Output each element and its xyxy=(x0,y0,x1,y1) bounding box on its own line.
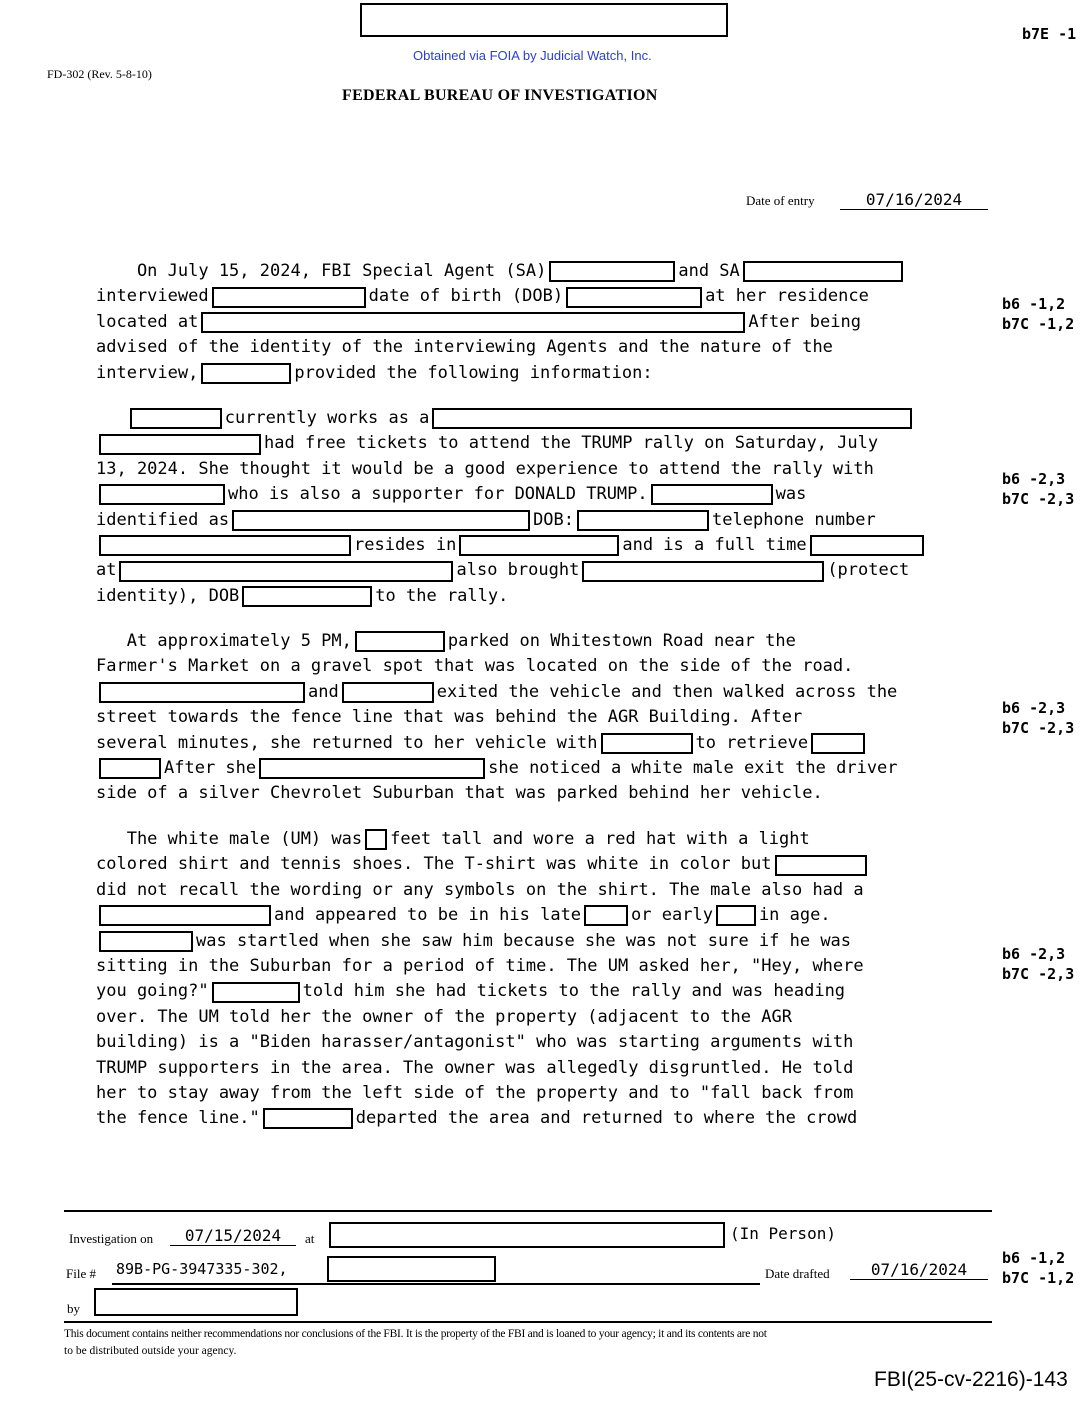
line-text: her to stay away from the left side of the property and to "fall back from xyxy=(96,1082,854,1103)
line-text: street towards the fence line that was behind the AGR Building. After xyxy=(96,707,803,728)
redaction-box xyxy=(566,287,702,308)
line-text: resides in xyxy=(354,534,457,555)
investigation-on-date: 07/15/2024 xyxy=(170,1226,296,1246)
redaction-box xyxy=(743,261,903,282)
line-text: and is a full time xyxy=(622,534,807,555)
redaction-box xyxy=(212,982,300,1003)
paragraph-line xyxy=(96,954,996,979)
paragraph-line xyxy=(96,827,996,852)
redaction-box xyxy=(119,561,453,582)
line-text: or early xyxy=(631,905,713,926)
redaction-header-box xyxy=(360,3,728,37)
paragraph-line xyxy=(96,284,996,309)
redaction-box xyxy=(549,261,675,282)
paragraph xyxy=(96,406,996,609)
line-text: identity), DOB xyxy=(96,585,240,606)
date-drafted-label: Date drafted xyxy=(765,1266,830,1281)
line-text: at her residence xyxy=(705,286,869,307)
exemption-code: b6 -2,3 xyxy=(1002,945,1066,963)
redaction-box xyxy=(242,586,372,607)
redaction-box xyxy=(775,855,867,876)
line-text: 13, 2024. She thought it would be a good experience to attend the rally with xyxy=(96,458,874,479)
line-text: departed the area and returned to where the crowd xyxy=(355,1108,858,1129)
exemption-b6: b6 -1,2 xyxy=(1002,1249,1066,1267)
agency-title: FEDERAL BUREAU OF INVESTIGATION xyxy=(342,87,658,104)
paragraph-line xyxy=(96,508,996,533)
paragraph-line xyxy=(96,929,996,954)
paragraph-line xyxy=(96,979,996,1004)
paragraph-line xyxy=(96,259,996,284)
exemption-b7e: b7E -1 xyxy=(1022,25,1077,43)
paragraph-line xyxy=(96,533,996,558)
redaction-box xyxy=(99,434,261,455)
footer-top-rule xyxy=(64,1210,992,1212)
paragraph-line xyxy=(96,310,996,335)
line-text: at xyxy=(96,560,117,581)
exemption-code: b7C -2,3 xyxy=(1002,965,1075,983)
paragraph xyxy=(96,827,996,1132)
line-text: told him she had tickets to the rally and was heading xyxy=(302,981,846,1002)
redaction-box xyxy=(212,287,366,308)
line-text: located at xyxy=(96,311,199,332)
line-text: did not recall the wording or any symbols on the shirt. The male also had a xyxy=(96,879,864,900)
paragraph-line xyxy=(96,1056,996,1081)
line-text: After she xyxy=(164,757,257,778)
line-text: Farmer's Market on a gravel spot that was located on the side of the road. xyxy=(96,656,854,677)
investigation-on-label: Investigation on xyxy=(69,1231,154,1246)
paragraph-line xyxy=(96,335,996,360)
exemption-code: b7C -2,3 xyxy=(1002,719,1075,737)
line-text: interview, xyxy=(96,362,199,383)
bates-number: FBI(25-cv-2216)-143 xyxy=(874,1368,1068,1391)
paragraph-line xyxy=(96,680,996,705)
line-text: On July 15, 2024, FBI Special Agent (SA) xyxy=(96,261,547,281)
redaction-box xyxy=(584,905,628,926)
line-text: and xyxy=(308,681,339,702)
line-text: building) is a "Biden harasser/antagonist" who was starting arguments with xyxy=(96,1032,854,1053)
exemption-code: b6 -2,3 xyxy=(1002,470,1066,488)
file-underline xyxy=(112,1283,760,1285)
line-text: to the rally. xyxy=(375,585,509,606)
line-text: had free tickets to attend the TRUMP rally on Saturday, July xyxy=(264,433,879,454)
line-text xyxy=(96,406,127,431)
line-text: the fence line." xyxy=(96,1108,260,1129)
disclaimer-line-2: to be distributed outside your agency. xyxy=(64,1345,237,1357)
redaction-box xyxy=(99,905,271,926)
paragraph-line xyxy=(96,361,996,386)
date-drafted: 07/16/2024 xyxy=(850,1260,988,1280)
paragraph-line xyxy=(96,1030,996,1055)
exemption-codes xyxy=(1002,944,1074,984)
paragraph-line xyxy=(96,756,996,781)
line-text: date of birth (DOB) xyxy=(368,286,564,307)
redaction-file xyxy=(327,1256,496,1282)
exemption-footer xyxy=(1002,1248,1074,1288)
line-text: The white male (UM) was xyxy=(96,829,363,849)
redaction-box xyxy=(365,829,387,850)
by-label: by xyxy=(67,1301,80,1316)
line-text: TRUMP supporters in the area. The owner was allegedly disgruntled. He told xyxy=(96,1057,854,1078)
paragraph xyxy=(96,629,996,807)
line-text: advised of the identity of the interviewing Agents and the nature of the xyxy=(96,337,833,358)
line-text: she noticed a white male exit the driver xyxy=(488,757,898,778)
line-text: interviewed xyxy=(96,286,209,307)
exemption-code: b6 -1,2 xyxy=(1002,295,1066,313)
redaction-box xyxy=(651,484,773,505)
redaction-box xyxy=(201,312,745,333)
paragraph xyxy=(96,259,996,386)
redaction-box xyxy=(99,758,161,779)
redaction-box xyxy=(810,535,924,556)
line-text: several minutes, she returned to her vehicle with xyxy=(96,732,598,753)
paragraph-line xyxy=(96,878,996,903)
exemption-codes xyxy=(1002,698,1074,738)
paragraph-line xyxy=(96,431,996,456)
redaction-box xyxy=(130,408,222,429)
line-text: After being xyxy=(748,311,861,332)
line-text: parked on Whitestown Road near the xyxy=(447,631,796,651)
redaction-box xyxy=(263,1108,353,1129)
redaction-box xyxy=(99,931,193,952)
line-text: to retrieve xyxy=(695,732,809,753)
line-text: provided the following information: xyxy=(294,362,653,383)
line-text: was xyxy=(775,484,807,505)
at-label: at xyxy=(305,1231,315,1246)
redaction-box xyxy=(99,682,305,703)
redaction-box xyxy=(99,484,225,505)
paragraph-line xyxy=(96,558,996,583)
line-text: in age. xyxy=(758,905,831,926)
line-text: side of a silver Chevrolet Suburban that was parked behind her vehicle. xyxy=(96,783,823,804)
paragraph-line xyxy=(96,629,996,654)
redaction-box xyxy=(582,561,824,582)
paragraph-line xyxy=(96,1081,996,1106)
redaction-box xyxy=(432,408,912,429)
line-text: and SA xyxy=(678,261,740,281)
line-text: you going?" xyxy=(96,981,209,1002)
footer-bottom-rule xyxy=(64,1321,992,1323)
paragraph-line xyxy=(96,654,996,679)
exemption-code: b7C -1,2 xyxy=(1002,315,1075,333)
line-text: (protect xyxy=(827,560,910,581)
date-of-entry: 07/16/2024 xyxy=(840,190,988,210)
line-text: over. The UM told her the owner of the property (adjacent to the AGR xyxy=(96,1006,792,1027)
line-text: identified as xyxy=(96,509,230,530)
redaction-box xyxy=(601,733,693,754)
exemption-b7c: b7C -1,2 xyxy=(1002,1269,1075,1287)
paragraph-line xyxy=(96,705,996,730)
exemption-codes xyxy=(1002,294,1074,334)
line-text: currently works as a xyxy=(224,408,430,428)
paragraph-line xyxy=(96,903,996,928)
paragraph-line xyxy=(96,406,996,431)
form-number: FD-302 (Rev. 5-8-10) xyxy=(47,67,152,81)
redaction-box xyxy=(99,535,351,556)
paragraph-line xyxy=(96,584,996,609)
redaction-location xyxy=(329,1222,725,1248)
paragraph-line xyxy=(96,731,996,756)
line-text: feet tall and wore a red hat with a light xyxy=(390,829,810,849)
in-person: (In Person) xyxy=(730,1224,836,1243)
redaction-box xyxy=(811,733,865,754)
redaction-box xyxy=(201,363,291,384)
exemption-code: b7C -2,3 xyxy=(1002,490,1075,508)
exemption-codes xyxy=(1002,469,1074,509)
line-text: also brought xyxy=(456,560,580,581)
redaction-box xyxy=(716,905,756,926)
redaction-box xyxy=(577,510,709,531)
line-text: telephone number xyxy=(712,509,876,530)
file-number: 89B-PG-3947335-302, xyxy=(116,1260,288,1278)
redaction-box xyxy=(459,535,619,556)
foia-notice: Obtained via FOIA by Judicial Watch, Inc. xyxy=(413,48,652,63)
line-text: exited the vehicle and then walked across the xyxy=(436,681,898,702)
line-text: sitting in the Suburban for a period of time. The UM asked her, "Hey, where xyxy=(96,955,864,976)
line-text: who is also a supporter for DONALD TRUMP. xyxy=(228,484,648,505)
file-label: File # xyxy=(66,1266,96,1281)
paragraph-line xyxy=(96,781,996,806)
redaction-box xyxy=(259,758,485,779)
redaction-box xyxy=(232,510,530,531)
paragraph-line xyxy=(96,482,996,507)
date-of-entry-label: Date of entry xyxy=(746,193,815,208)
redaction-box xyxy=(355,631,445,652)
disclaimer-line-1: This document contains neither recommendations nor conclusions of the FBI. It is the property of the FBI and is loaned to your agency; it and its contents are not xyxy=(64,1328,767,1340)
paragraph-line xyxy=(96,1005,996,1030)
line-text: DOB: xyxy=(533,509,575,530)
line-text: and appeared to be in his late xyxy=(274,905,582,926)
line-text: was startled when she saw him because she was not sure if he was xyxy=(196,930,852,951)
redaction-author xyxy=(94,1288,298,1316)
line-text: colored shirt and tennis shoes. The T-shirt was white in color but xyxy=(96,854,772,875)
line-text: At approximately 5 PM, xyxy=(96,631,352,651)
paragraph-line xyxy=(96,457,996,482)
exemption-code: b6 -2,3 xyxy=(1002,699,1066,717)
redaction-box xyxy=(342,682,434,703)
paragraph-line xyxy=(96,1106,996,1131)
paragraph-line xyxy=(96,852,996,877)
